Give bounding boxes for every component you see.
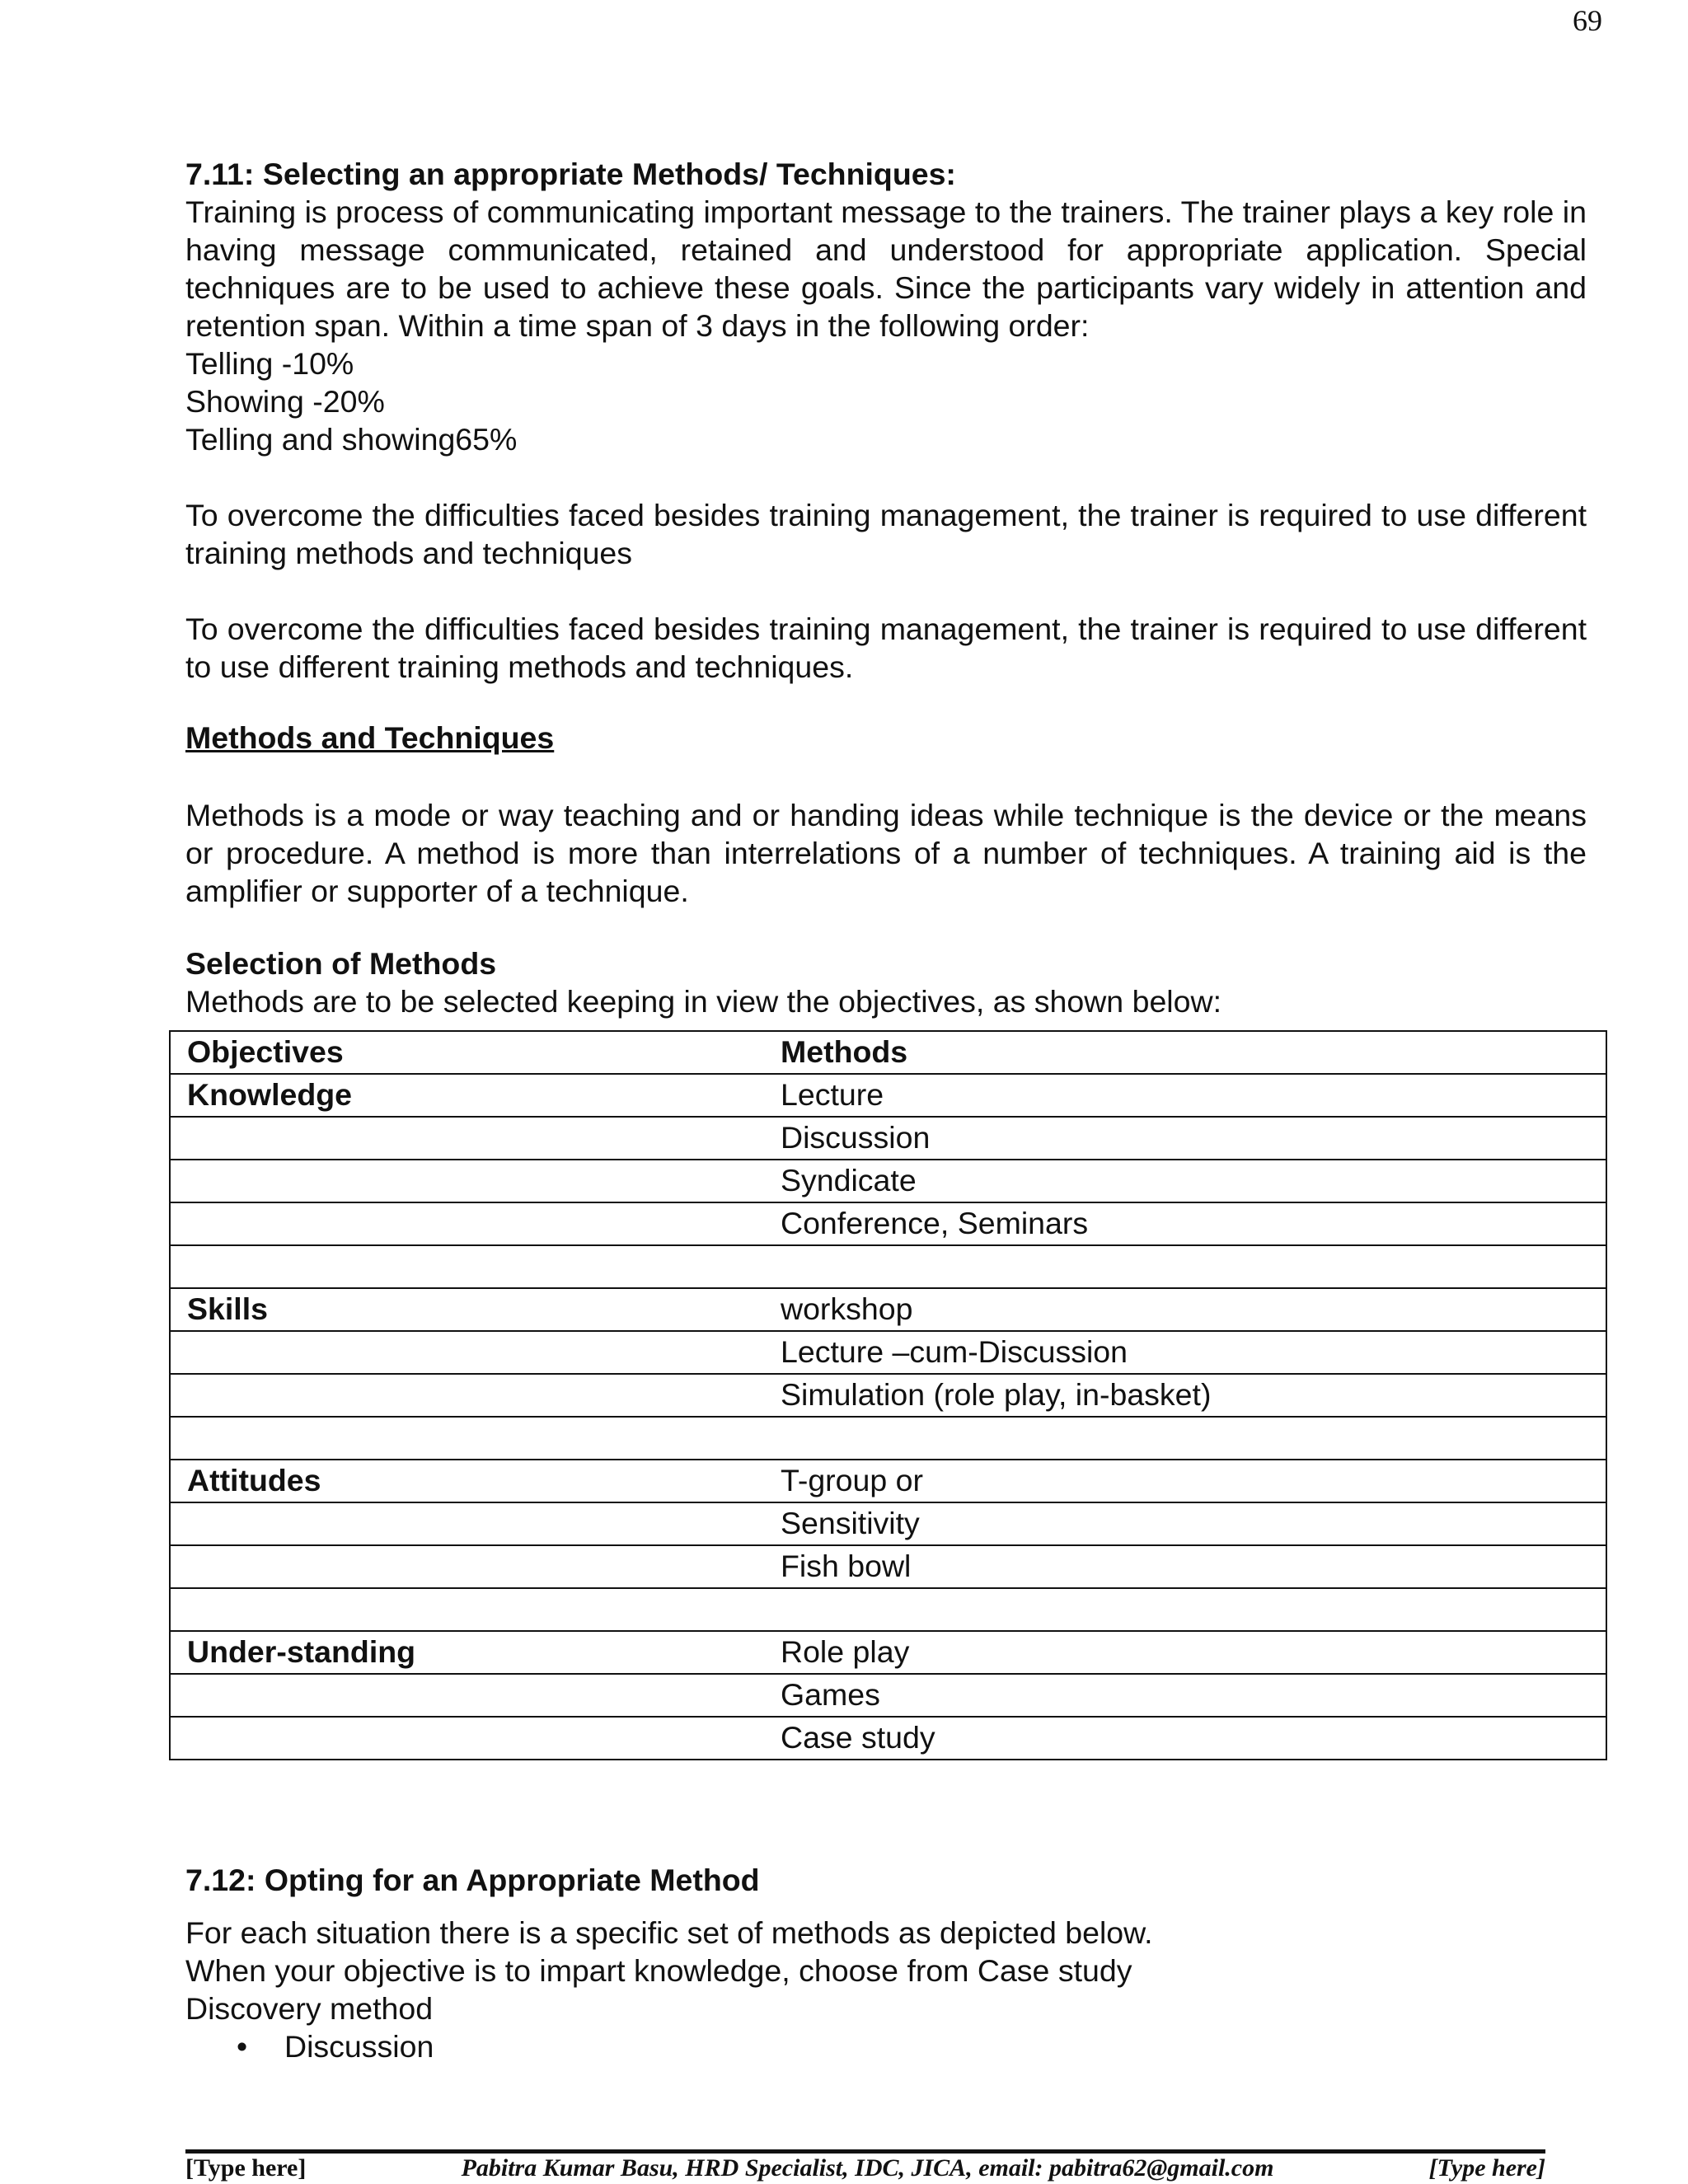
table-row bbox=[170, 1717, 1606, 1760]
cell-objective bbox=[170, 1588, 764, 1631]
cell-method: Simulation (role play, in-basket) bbox=[764, 1374, 1606, 1417]
cell-method: Case study bbox=[764, 1717, 1606, 1760]
table-header-row bbox=[170, 1031, 1606, 1074]
cell-method: Syndicate bbox=[764, 1160, 1606, 1202]
cell-objective bbox=[170, 1674, 764, 1717]
header-methods: Methods bbox=[764, 1031, 1606, 1074]
page-number: 69 bbox=[1573, 4, 1602, 37]
table-row bbox=[170, 1245, 1606, 1288]
cell-method: Role play bbox=[764, 1631, 1606, 1674]
footer-right: [Type here] bbox=[1428, 2154, 1545, 2182]
cell-method: Games bbox=[764, 1674, 1606, 1717]
overcome-paragraph-1: To overcome the difficulties faced besides training management, the trainer is required to use different training methods and techniques bbox=[185, 498, 1587, 570]
cell-objective bbox=[170, 1202, 764, 1245]
table-row bbox=[170, 1417, 1606, 1460]
cell-objective: Attitudes bbox=[170, 1460, 764, 1502]
table-row bbox=[170, 1545, 1606, 1588]
table-row bbox=[170, 1202, 1606, 1245]
table-row bbox=[170, 1631, 1606, 1674]
section-7-11-heading: 7.11: Selecting an appropriate Methods/ Techniques: bbox=[185, 157, 956, 191]
intro-paragraph: Training is process of communicating important message to the trainers. The trainer plays a key role in having message communicated, retained and understood for appropriate application. Special techniques are to be used to achieve these goals. Since the participants vary widely in attention and retention span. Within a time span of 3 days in the following order: bbox=[185, 194, 1587, 343]
footer-left: [Type here] bbox=[185, 2154, 307, 2182]
cell-method bbox=[764, 1245, 1606, 1288]
cell-method: Fish bowl bbox=[764, 1545, 1606, 1588]
overcome-paragraph-2: To overcome the difficulties faced besides training management, the trainer is required to use different to use different training methods and techniques. bbox=[185, 612, 1587, 684]
cell-objective: Under-standing bbox=[170, 1631, 764, 1674]
table-row bbox=[170, 1588, 1606, 1631]
cell-objective bbox=[170, 1331, 764, 1374]
cell-objective bbox=[170, 1117, 764, 1160]
list-item: • Discussion bbox=[284, 2027, 1587, 2065]
objectives-methods-table bbox=[169, 1030, 1607, 1760]
cell-method: Discussion bbox=[764, 1117, 1606, 1160]
cell-method bbox=[764, 1588, 1606, 1631]
footer-rule bbox=[185, 2149, 1545, 2154]
section-7-12-heading: 7.12: Opting for an Appropriate Method bbox=[185, 1863, 760, 1897]
cell-objective bbox=[170, 1717, 764, 1760]
table-row bbox=[170, 1288, 1606, 1331]
selection-block bbox=[185, 944, 1587, 1020]
header-objectives: Objectives bbox=[170, 1031, 764, 1074]
cell-method: workshop bbox=[764, 1288, 1606, 1331]
cell-method bbox=[764, 1417, 1606, 1460]
methods-definition-block bbox=[185, 796, 1587, 910]
cell-objective bbox=[170, 1160, 764, 1202]
cell-method: Conference, Seminars bbox=[764, 1202, 1606, 1245]
method-bullet-list bbox=[185, 2027, 1587, 2065]
table-row bbox=[170, 1160, 1606, 1202]
table-row bbox=[170, 1674, 1606, 1717]
table-row bbox=[170, 1331, 1606, 1374]
list-item: Telling and showing65% bbox=[185, 422, 518, 457]
cell-method: Sensitivity bbox=[764, 1502, 1606, 1545]
list-item: Showing -20% bbox=[185, 384, 385, 419]
table-row bbox=[170, 1460, 1606, 1502]
discovery-line: Discovery method bbox=[185, 1991, 434, 2026]
cell-objective bbox=[170, 1417, 764, 1460]
page-footer bbox=[185, 2154, 1545, 2182]
selection-intro: Methods are to be selected keeping in view the objectives, as shown below: bbox=[185, 984, 1221, 1019]
table-row bbox=[170, 1374, 1606, 1417]
methods-techniques-block bbox=[185, 719, 1587, 757]
list-item: Telling -10% bbox=[185, 346, 354, 381]
cell-method: Lecture bbox=[764, 1074, 1606, 1117]
methods-techniques-heading: Methods and Techniques bbox=[185, 720, 555, 755]
cell-objective bbox=[170, 1502, 764, 1545]
cell-objective: Knowledge bbox=[170, 1074, 764, 1117]
cell-objective: Skills bbox=[170, 1288, 764, 1331]
cell-method: T-group or bbox=[764, 1460, 1606, 1502]
situation-line: For each situation there is a specific set of methods as depicted below. bbox=[185, 1915, 1153, 1950]
selection-heading: Selection of Methods bbox=[185, 946, 497, 981]
methods-definition-paragraph: Methods is a mode or way teaching and or handing ideas while technique is the device or the means or procedure. A method is more than interrelations of a number of techniques. A training aid is the amplifier or supporter of a technique. bbox=[185, 798, 1587, 908]
cell-objective bbox=[170, 1545, 764, 1588]
cell-method: Lecture –cum-Discussion bbox=[764, 1331, 1606, 1374]
footer-center: Pabitra Kumar Basu, HRD Specialist, IDC, JICA, email: pabitra62@gmail.com bbox=[461, 2154, 1274, 2182]
section-7-12 bbox=[185, 1861, 1587, 2065]
table-row bbox=[170, 1074, 1606, 1117]
table-row bbox=[170, 1502, 1606, 1545]
table-row bbox=[170, 1117, 1606, 1160]
objective-line: When your objective is to impart knowledge, choose from Case study bbox=[185, 1953, 1132, 1988]
section-7-11 bbox=[185, 155, 1587, 686]
cell-objective bbox=[170, 1245, 764, 1288]
cell-objective bbox=[170, 1374, 764, 1417]
